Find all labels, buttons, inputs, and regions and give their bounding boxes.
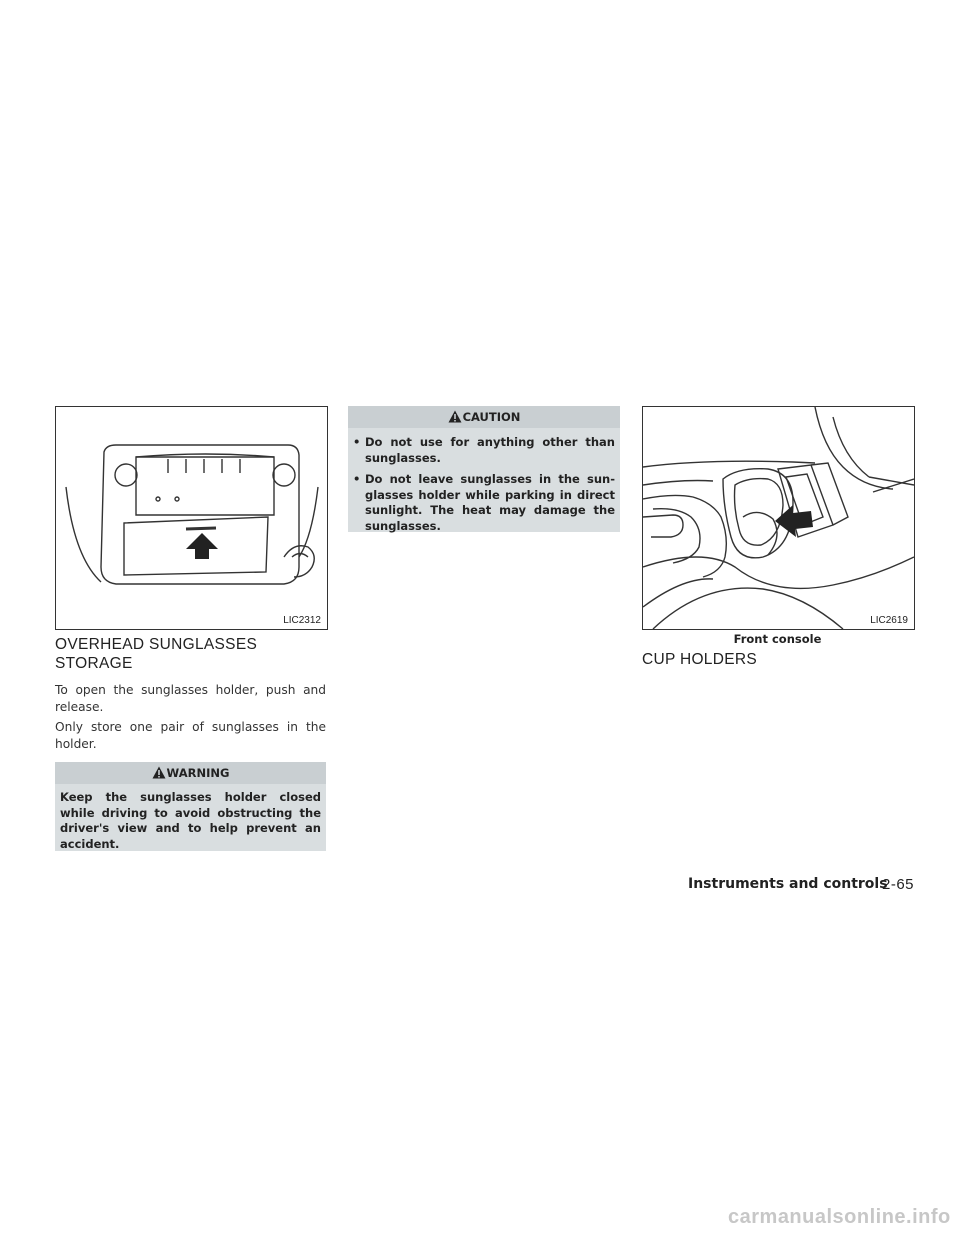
- warning-box: [55, 762, 326, 851]
- caution-bullet: • Do not use for anything other than sunglasses.: [353, 435, 615, 465]
- sunglasses-holder-illustration: [55, 406, 328, 630]
- figure-caption: Front console: [733, 632, 822, 646]
- paragraph-storage-note: Only store one pair of sunglasses in the holder.: [55, 720, 326, 751]
- paragraph-open-instructions: To open the sunglasses holder, push and release.: [55, 683, 326, 714]
- figure-code: LIC2312: [283, 615, 321, 626]
- warning-triangle-icon: [152, 766, 166, 779]
- warning-header: WARNING: [55, 762, 326, 784]
- footer-section-title: Instruments and controls: [688, 876, 888, 892]
- caution-header: CAUTION: [348, 406, 620, 428]
- page-number: 2-65: [882, 876, 915, 893]
- figure-code: LIC2619: [870, 615, 908, 626]
- section-heading-sunglasses: OVERHEAD SUNGLASSES STORAGE: [55, 636, 258, 672]
- cup-holder-illustration: [642, 406, 915, 630]
- caution-list: [348, 428, 620, 546]
- section-heading-cup-holders: CUP HOLDERS: [642, 651, 757, 668]
- caution-bullet: • Do not leave sunglasses in the sun-glasses holder while parking in direct sunlight. The heat may damage the sunglasses.: [353, 472, 615, 533]
- warning-text: Keep the sunglasses holder closed while driving to avoid obstructing the driver's view and to help prevent an accident.: [60, 790, 321, 851]
- overhead-console-drawing: [56, 407, 327, 629]
- watermark: carmanualsonline.info: [728, 1206, 951, 1228]
- cup-holder-arrow-icon: [775, 505, 813, 537]
- caution-triangle-icon: [448, 410, 462, 423]
- push-arrow-icon: [186, 533, 218, 559]
- caution-box: [348, 406, 620, 532]
- front-console-drawing: [643, 407, 914, 629]
